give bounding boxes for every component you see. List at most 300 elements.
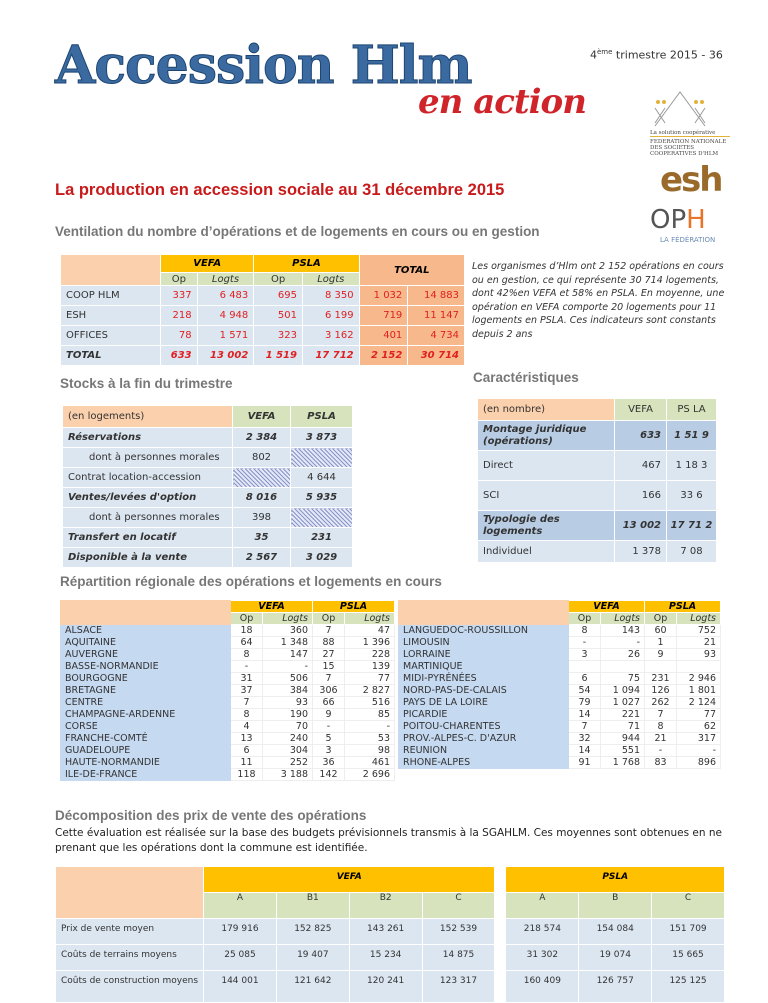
cell-value: 32 — [569, 733, 601, 745]
cell-vefa: 152 825 — [276, 919, 349, 945]
cell-value: 53 — [345, 733, 395, 745]
cell-value: 231 — [645, 673, 677, 685]
cell-t_lg: 30 714 — [408, 346, 465, 366]
hatched-cell — [291, 448, 353, 468]
region-name: ALSACE — [61, 625, 231, 637]
cell-value: 13 — [231, 733, 263, 745]
col-total: TOTAL — [359, 255, 464, 286]
cell-value: 384 — [263, 685, 313, 697]
region-name: POITOU-CHARENTES — [399, 721, 569, 733]
region-row — [61, 697, 395, 709]
table-row — [63, 428, 353, 448]
region-name: RHONE-ALPES — [399, 757, 569, 769]
cell-value: 14 — [569, 709, 601, 721]
region-name: GUADELOUPE — [61, 745, 231, 757]
cell-value — [601, 661, 645, 673]
row-label: Direct — [478, 451, 615, 481]
cell-value: 66 — [313, 697, 345, 709]
zone-header: B — [579, 893, 652, 919]
col-op: Op — [313, 613, 345, 625]
region-name: HAUTE-NORMANDIE — [61, 757, 231, 769]
cell-value: 221 — [601, 709, 645, 721]
region-name: BOURGOGNE — [61, 673, 231, 685]
regional-table-right — [398, 600, 721, 769]
col-op: Op — [645, 613, 677, 625]
region-row — [399, 697, 721, 709]
table-row — [63, 468, 353, 488]
region-name: MARTINIQUE — [399, 661, 569, 673]
cell-psla: 3 029 — [291, 548, 353, 568]
cell-value: 54 — [569, 685, 601, 697]
publication-logo-subtitle: en action — [418, 82, 586, 122]
cell-value: 2 124 — [677, 697, 721, 709]
cell-value: - — [677, 745, 721, 757]
col-op: Op — [161, 273, 198, 286]
cell-value: 8 — [645, 721, 677, 733]
row-label: Transfert en locatif — [63, 528, 233, 548]
table-row — [63, 548, 353, 568]
region-name: REUNION — [399, 745, 569, 757]
region-row — [399, 745, 721, 757]
table-row — [63, 448, 353, 468]
table-row — [478, 481, 717, 511]
cell-v_op: 78 — [161, 326, 198, 346]
region-name: PROV.-ALPES-C. D'AZUR — [399, 733, 569, 745]
cell-value: 98 — [345, 745, 395, 757]
cell-psla: 151 709 — [652, 919, 725, 945]
cell-value: 1 027 — [601, 697, 645, 709]
cell-vefa: 13 002 — [615, 511, 667, 541]
cell-value: 142 — [313, 769, 345, 781]
cell-value: 47 — [345, 625, 395, 637]
cell-value: 15 — [313, 661, 345, 673]
cell-value: 77 — [677, 709, 721, 721]
cell-value: 3 188 — [263, 769, 313, 781]
region-row — [399, 673, 721, 685]
cell-value: 21 — [677, 637, 721, 649]
cell-value: 8 — [231, 649, 263, 661]
prix-intro: Cette évaluation est réalisée sur la base des budgets prévisionnels transmis à la SGAHLM. Ces moyennes sont obtenues en ne prenant que les opérations dont la commune est identifiée. — [55, 827, 722, 854]
cell-value: 306 — [313, 685, 345, 697]
cell-value: - — [263, 661, 313, 673]
cell-value: 9 — [645, 649, 677, 661]
cell-value: 7 — [569, 721, 601, 733]
region-row — [399, 649, 721, 661]
cell-value: 8 — [231, 709, 263, 721]
cell-v_lg: 4 948 — [197, 306, 254, 326]
publication-logo-title: Accession Hlm — [55, 35, 472, 96]
page-title: La production en accession sociale au 31 décembre 2015 — [55, 181, 505, 199]
cell-vefa: 15 234 — [349, 945, 422, 971]
cell-value: 551 — [601, 745, 645, 757]
region-name: LANGUEDOC-ROUSSILLON — [399, 625, 569, 637]
oph-logo — [650, 205, 706, 235]
col-logts: Logts — [677, 613, 721, 625]
col-op: Op — [254, 273, 303, 286]
oph-logo-h: H — [686, 205, 706, 235]
cell-value: 71 — [601, 721, 645, 733]
ventilation-title: Ventilation du nombre d’opérations et de logements en cours ou en gestion — [55, 224, 540, 239]
cell-value: 3 — [313, 745, 345, 757]
region-row — [61, 721, 395, 733]
table-row — [63, 488, 353, 508]
cell-value: 5 — [313, 733, 345, 745]
region-row — [61, 745, 395, 757]
cell-value: 75 — [601, 673, 645, 685]
cell-value: - — [345, 721, 395, 733]
region-row — [61, 757, 395, 769]
row-label: Individuel — [478, 541, 615, 563]
col-psla: PSLA — [291, 406, 353, 428]
col-logts: Logts — [197, 273, 254, 286]
regional-table-left — [60, 600, 395, 781]
stocks-title: Stocks à la fin du trimestre — [60, 376, 233, 391]
cell-value: 1 396 — [345, 637, 395, 649]
hatched-cell — [233, 468, 291, 488]
cooperative-house-icon — [650, 88, 710, 128]
cell-value: 18 — [231, 625, 263, 637]
cell-psla: 7 08 — [667, 541, 717, 563]
cell-value: 317 — [677, 733, 721, 745]
row-label: Typologie des logements — [478, 511, 615, 541]
row-label: COOP HLM — [61, 286, 161, 306]
table-row — [61, 306, 465, 326]
col-psla: PSLA — [506, 867, 725, 893]
region-name: MIDI-PYRÉNÉES — [399, 673, 569, 685]
col-psla: PSLA — [645, 601, 721, 613]
cell-value: 77 — [345, 673, 395, 685]
cell-p_lg: 8 350 — [302, 286, 359, 306]
region-name: LORRAINE — [399, 649, 569, 661]
cell-value: 1 801 — [677, 685, 721, 697]
region-name: BRETAGNE — [61, 685, 231, 697]
cell-value: 9 — [313, 709, 345, 721]
region-name: NORD-PAS-DE-CALAIS — [399, 685, 569, 697]
cell-vefa: 2 384 — [233, 428, 291, 448]
cell-psla: 160 409 — [506, 971, 579, 1003]
row-label: dont à personnes morales — [63, 508, 233, 528]
region-row — [61, 673, 395, 685]
row-label: OFFICES — [61, 326, 161, 346]
cell-vefa: 121 642 — [276, 971, 349, 1003]
cell-value: 506 — [263, 673, 313, 685]
row-label: Coûts de terrains moyens — [56, 945, 204, 971]
cell-value: 7 — [231, 697, 263, 709]
cell-t_op: 1 032 — [359, 286, 408, 306]
cell-value: 944 — [601, 733, 645, 745]
cell-psla: 17 71 2 — [667, 511, 717, 541]
ventilation-table — [60, 254, 465, 366]
cell-p_op: 323 — [254, 326, 303, 346]
row-label: Réservations — [63, 428, 233, 448]
federation-tagline: La solution coopérative — [650, 130, 730, 137]
region-row — [399, 709, 721, 721]
cell-p_op: 501 — [254, 306, 303, 326]
cell-vefa: 802 — [233, 448, 291, 468]
cell-vefa: 2 567 — [233, 548, 291, 568]
cell-psla: 154 084 — [579, 919, 652, 945]
table-row — [61, 326, 465, 346]
oph-logo-subtitle: LA FÉDÉRATION — [660, 236, 716, 244]
table-row — [56, 919, 725, 945]
region-name: AUVERGNE — [61, 649, 231, 661]
region-name: BASSE-NORMANDIE — [61, 661, 231, 673]
col-logts: Logts — [345, 613, 395, 625]
cell-value: 6 — [569, 673, 601, 685]
cell-value: 83 — [645, 757, 677, 769]
table-row — [478, 421, 717, 451]
cell-value: 3 — [569, 649, 601, 661]
cell-v_op: 218 — [161, 306, 198, 326]
issue-label — [590, 48, 723, 62]
cell-vefa: 123 317 — [422, 971, 495, 1003]
row-label: Coûts de construction moyens — [56, 971, 204, 1003]
cell-vefa: 35 — [233, 528, 291, 548]
cell-value: 7 — [313, 625, 345, 637]
cell-value: 304 — [263, 745, 313, 757]
cell-v_lg: 13 002 — [197, 346, 254, 366]
cell-t_op: 2 152 — [359, 346, 408, 366]
cell-t_lg: 14 883 — [408, 286, 465, 306]
issue-sup: ème — [597, 48, 613, 56]
prix-table — [55, 866, 725, 1003]
cell-value: 31 — [231, 673, 263, 685]
cell-value: 139 — [345, 661, 395, 673]
cell-value: 70 — [263, 721, 313, 733]
region-row — [61, 649, 395, 661]
col-psla: PSLA — [313, 601, 395, 613]
col-op: Op — [231, 613, 263, 625]
cell-value: 11 — [231, 757, 263, 769]
cell-v_op: 633 — [161, 346, 198, 366]
cell-vefa: 152 539 — [422, 919, 495, 945]
cell-value: - — [231, 661, 263, 673]
cell-value: 93 — [263, 697, 313, 709]
cell-value: 64 — [231, 637, 263, 649]
col-psla: PS LA — [667, 399, 717, 421]
cell-v_lg: 6 483 — [197, 286, 254, 306]
col-logts: Logts — [263, 613, 313, 625]
federation-logo — [650, 88, 730, 157]
cell-vefa: 120 241 — [349, 971, 422, 1003]
cell-value: 79 — [569, 697, 601, 709]
cell-value: - — [313, 721, 345, 733]
cell-t_lg: 4 734 — [408, 326, 465, 346]
cell-t_op: 719 — [359, 306, 408, 326]
cell-vefa: 179 916 — [204, 919, 277, 945]
region-name: ILE-DE-FRANCE — [61, 769, 231, 781]
cell-psla: 5 935 — [291, 488, 353, 508]
cell-vefa: 467 — [615, 451, 667, 481]
cell-value: 14 — [569, 745, 601, 757]
federation-name: FEDERATION NATIONALE DES SOCIETES COOPERATIVES D'HLM — [650, 139, 727, 157]
ventilation-note: Les organismes d’Hlm ont 2 152 opérations en cours ou en gestion, ce qui représente 30 714 logements, dont 42%en VEFA et 58% en PSLA. En moyenne, une opération en VEFA comporte 20 logements pour 11 logements en PSLA. Ces indicateurs sont constants depuis 2 ans — [472, 261, 725, 340]
cell-t_lg: 11 147 — [408, 306, 465, 326]
zone-header: C — [652, 893, 725, 919]
col-op: Op — [569, 613, 601, 625]
cell-value: 262 — [645, 697, 677, 709]
col-vefa: VEFA — [233, 406, 291, 428]
cell-value: - — [601, 637, 645, 649]
table-row — [63, 508, 353, 528]
cell-value: 360 — [263, 625, 313, 637]
region-name: CORSE — [61, 721, 231, 733]
row-label: ESH — [61, 306, 161, 326]
cell-value: 2 946 — [677, 673, 721, 685]
oph-logo-op: OP — [650, 205, 687, 235]
cell-value: 37 — [231, 685, 263, 697]
cell-value: 190 — [263, 709, 313, 721]
esh-logo: esh — [660, 160, 722, 200]
cell-psla: 1 18 3 — [667, 451, 717, 481]
table-row — [478, 541, 717, 563]
table-row — [63, 528, 353, 548]
cell-psla: 3 873 — [291, 428, 353, 448]
cell-vefa: 8 016 — [233, 488, 291, 508]
caract-unit: (en nombre) — [478, 399, 615, 421]
zone-header: C — [422, 893, 495, 919]
cell-vefa: 143 261 — [349, 919, 422, 945]
cell-p_op: 695 — [254, 286, 303, 306]
cell-p_lg: 6 199 — [302, 306, 359, 326]
cell-value: 752 — [677, 625, 721, 637]
cell-v_lg: 1 571 — [197, 326, 254, 346]
cell-value: 6 — [231, 745, 263, 757]
region-row — [399, 637, 721, 649]
cell-psla: 15 665 — [652, 945, 725, 971]
col-vefa: VEFA — [204, 867, 495, 893]
region-row — [61, 625, 395, 637]
region-name: CHAMPAGNE-ARDENNE — [61, 709, 231, 721]
zone-header: B1 — [276, 893, 349, 919]
regional-title: Répartition régionale des opérations et logements en cours — [60, 574, 442, 589]
row-label: Montage juridique (opérations) — [478, 421, 615, 451]
cell-value: 91 — [569, 757, 601, 769]
cell-v_op: 337 — [161, 286, 198, 306]
region-name: PAYS DE LA LOIRE — [399, 697, 569, 709]
table-row — [61, 286, 465, 306]
cell-vefa: 14 875 — [422, 945, 495, 971]
col-psla: PSLA — [254, 255, 359, 273]
cell-value: 7 — [313, 673, 345, 685]
table-row — [478, 511, 717, 541]
cell-psla: 33 6 — [667, 481, 717, 511]
row-label: Ventes/levées d'option — [63, 488, 233, 508]
region-row — [61, 709, 395, 721]
cell-value: 4 — [231, 721, 263, 733]
cell-value: 126 — [645, 685, 677, 697]
zone-header: A — [204, 893, 277, 919]
region-row — [61, 769, 395, 781]
table-row — [56, 945, 725, 971]
region-name: FRANCHE-COMTÉ — [61, 733, 231, 745]
zone-header: A — [506, 893, 579, 919]
cell-psla: 1 51 9 — [667, 421, 717, 451]
cell-value — [645, 661, 677, 673]
cell-value: 240 — [263, 733, 313, 745]
hatched-cell — [291, 508, 353, 528]
region-name: CENTRE — [61, 697, 231, 709]
cell-psla: 231 — [291, 528, 353, 548]
col-logts: Logts — [302, 273, 359, 286]
cell-psla: 126 757 — [579, 971, 652, 1003]
cell-vefa: 25 085 — [204, 945, 277, 971]
table-row — [61, 346, 465, 366]
region-name: AQUITAINE — [61, 637, 231, 649]
cell-value: 516 — [345, 697, 395, 709]
cell-value: 228 — [345, 649, 395, 661]
cell-psla: 31 302 — [506, 945, 579, 971]
region-row — [61, 685, 395, 697]
cell-t_op: 401 — [359, 326, 408, 346]
cell-value: 1 768 — [601, 757, 645, 769]
cell-p_op: 1 519 — [254, 346, 303, 366]
region-row — [399, 733, 721, 745]
stocks-unit: (en logements) — [63, 406, 233, 428]
cell-value: 7 — [645, 709, 677, 721]
cell-value: 1 094 — [601, 685, 645, 697]
prix-title: Décomposition des prix de vente des opérations — [55, 808, 367, 823]
row-label: Prix de vente moyen — [56, 919, 204, 945]
row-label: SCI — [478, 481, 615, 511]
region-row — [399, 661, 721, 673]
region-name: PICARDIE — [399, 709, 569, 721]
cell-value: 143 — [601, 625, 645, 637]
cell-value: 88 — [313, 637, 345, 649]
region-row — [399, 721, 721, 733]
cell-value: 26 — [601, 649, 645, 661]
issue-rest: trimestre 2015 - 36 — [612, 48, 723, 62]
cell-value: 21 — [645, 733, 677, 745]
region-name: LIMOUSIN — [399, 637, 569, 649]
cell-value: 93 — [677, 649, 721, 661]
cell-vefa: 398 — [233, 508, 291, 528]
cell-value: 252 — [263, 757, 313, 769]
col-vefa: VEFA — [569, 601, 645, 613]
cell-value: 36 — [313, 757, 345, 769]
region-row — [61, 661, 395, 673]
cell-p_lg: 17 712 — [302, 346, 359, 366]
col-logts: Logts — [601, 613, 645, 625]
cell-value: 85 — [345, 709, 395, 721]
region-row — [399, 757, 721, 769]
cell-value: 60 — [645, 625, 677, 637]
region-row — [61, 733, 395, 745]
cell-psla: 125 125 — [652, 971, 725, 1003]
cell-value — [677, 661, 721, 673]
cell-value: - — [645, 745, 677, 757]
cell-value: 8 — [569, 625, 601, 637]
cell-value: - — [569, 637, 601, 649]
cell-vefa: 166 — [615, 481, 667, 511]
row-label: dont à personnes morales — [63, 448, 233, 468]
cell-value: 2 827 — [345, 685, 395, 697]
stocks-table — [62, 405, 353, 568]
cell-vefa: 19 407 — [276, 945, 349, 971]
row-label: TOTAL — [61, 346, 161, 366]
region-row — [399, 685, 721, 697]
cell-value: 118 — [231, 769, 263, 781]
cell-vefa: 144 001 — [204, 971, 277, 1003]
cell-value: 147 — [263, 649, 313, 661]
cell-value: 2 696 — [345, 769, 395, 781]
cell-value: 461 — [345, 757, 395, 769]
zone-header: B2 — [349, 893, 422, 919]
cell-value: 1 — [645, 637, 677, 649]
issue-number: 4 — [590, 48, 597, 62]
cell-value: 62 — [677, 721, 721, 733]
cell-psla: 4 644 — [291, 468, 353, 488]
